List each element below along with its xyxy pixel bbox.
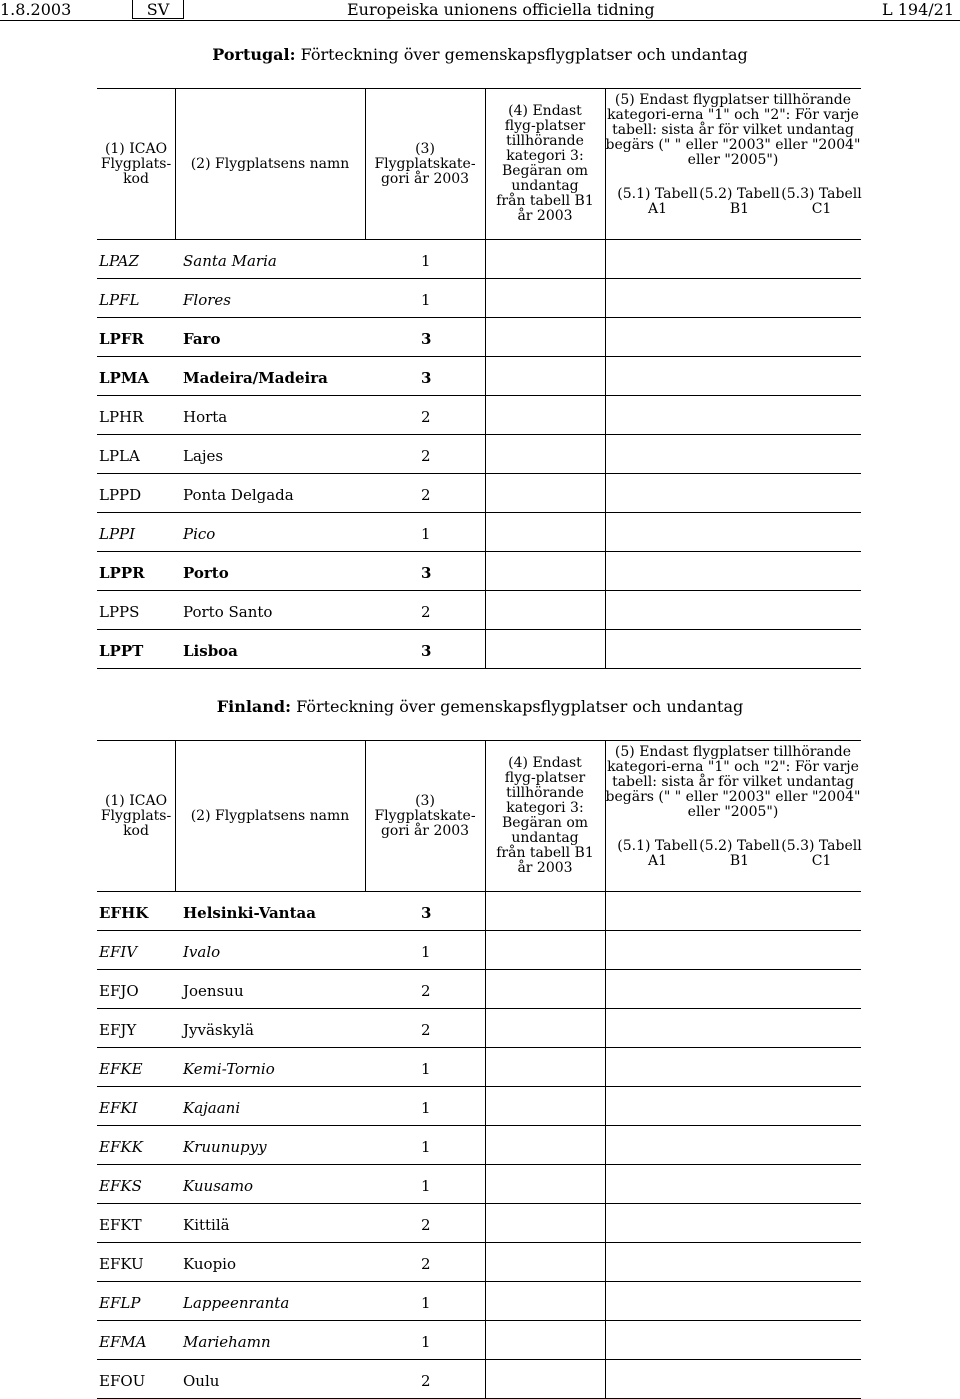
airport-name: Kemi-Tornio xyxy=(183,1060,275,1078)
airport-category: 1 xyxy=(421,1333,431,1351)
airport-category: 3 xyxy=(421,564,432,582)
table-header xyxy=(97,740,861,892)
icao-code: LPPR xyxy=(99,564,145,582)
portugal-table xyxy=(97,88,861,669)
column-divider xyxy=(605,357,606,395)
column-divider xyxy=(605,1087,606,1125)
column-divider xyxy=(605,630,606,668)
airport-category: 2 xyxy=(421,1216,431,1234)
column-divider xyxy=(485,357,486,395)
column-divider xyxy=(605,435,606,473)
table-row xyxy=(97,318,861,357)
icao-code: LPFL xyxy=(99,291,140,309)
airport-category: 2 xyxy=(421,486,431,504)
portugal-title-country: Portugal: xyxy=(212,45,296,64)
icao-code: EFKU xyxy=(99,1255,144,1273)
header-col5-1: (5.1) Tabell A1 xyxy=(617,838,698,869)
icao-code: LPHR xyxy=(99,408,144,426)
airport-category: 1 xyxy=(421,525,431,543)
icao-code: EFLP xyxy=(99,1294,141,1312)
column-divider xyxy=(485,970,486,1008)
airport-category: 1 xyxy=(421,1138,431,1156)
header-col1: (1) ICAO Flygplats-kod xyxy=(100,792,172,839)
airport-name: Horta xyxy=(183,408,228,426)
table-row xyxy=(97,1243,861,1282)
column-divider xyxy=(485,931,486,969)
table-row xyxy=(97,1087,861,1126)
column-divider xyxy=(485,513,486,551)
icao-code: LPPI xyxy=(99,525,136,543)
icao-code: EFJO xyxy=(99,982,139,1000)
airport-name: Lappeenranta xyxy=(183,1294,290,1312)
table-row xyxy=(97,513,861,552)
airport-name: Faro xyxy=(183,330,221,348)
header-col5-3: (5.3) Tabell C1 xyxy=(781,838,862,869)
header-col4: (4) Endast flyg-platser tillhörande kategori 3: Begäran om undantag från tabell B1 år 2003 xyxy=(496,103,594,224)
airport-category: 2 xyxy=(421,408,431,426)
airport-category: 3 xyxy=(421,642,432,660)
icao-code: EFJY xyxy=(99,1021,137,1039)
header-col3: (3) Flygplatskate-gori år 2003 xyxy=(374,140,476,187)
column-divider xyxy=(605,741,606,891)
page-number: L 194/21 xyxy=(882,0,954,19)
column-divider xyxy=(485,318,486,356)
column-divider xyxy=(485,396,486,434)
table-row xyxy=(97,552,861,591)
airport-name: Mariehamn xyxy=(183,1333,271,1351)
header-col1: (1) ICAO Flygplats-kod xyxy=(100,140,172,187)
airport-name: Kuusamo xyxy=(183,1177,254,1195)
column-divider xyxy=(485,474,486,512)
finland-table xyxy=(97,740,861,1399)
column-divider xyxy=(605,1165,606,1203)
airport-name: Ponta Delgada xyxy=(183,486,294,504)
icao-code: LPAZ xyxy=(99,252,139,270)
icao-code: LPMA xyxy=(99,369,150,387)
airport-name: Kruunupyy xyxy=(183,1138,267,1156)
finland-title-text: Förteckning över gemenskapsflygplatser och undantag xyxy=(296,697,744,716)
icao-code: EFOU xyxy=(99,1372,146,1390)
header-col5: (5) Endast flygplatser tillhörande kategori-erna "1" och "2": För varje tabell: sista år för vilket undantag begärs (" " eller "2003" eller "2004" eller "2005") xyxy=(605,744,861,820)
table-row xyxy=(97,970,861,1009)
airport-category: 1 xyxy=(421,1099,431,1117)
finland-title xyxy=(0,697,960,716)
header-col4: (4) Endast flyg-platser tillhörande kategori 3: Begäran om undantag från tabell B1 år 2003 xyxy=(496,755,594,876)
airport-name: Oulu xyxy=(183,1372,220,1390)
airport-category: 2 xyxy=(421,603,431,621)
column-divider xyxy=(365,89,366,239)
column-divider xyxy=(605,474,606,512)
column-divider xyxy=(605,1126,606,1164)
table-row xyxy=(97,357,861,396)
table-row xyxy=(97,931,861,970)
portugal-title xyxy=(0,45,960,64)
column-divider xyxy=(605,892,606,930)
icao-code: LPPT xyxy=(99,642,144,660)
icao-code: EFKI xyxy=(99,1099,138,1117)
column-divider xyxy=(485,279,486,317)
table-row xyxy=(97,396,861,435)
header-col2: (2) Flygplatsens namn xyxy=(190,807,350,824)
column-divider xyxy=(485,892,486,930)
icao-code: LPPS xyxy=(99,603,140,621)
column-divider xyxy=(175,741,176,891)
column-divider xyxy=(485,1360,486,1398)
column-divider xyxy=(605,240,606,278)
icao-code: EFKS xyxy=(99,1177,142,1195)
column-divider xyxy=(485,89,486,239)
column-divider xyxy=(485,630,486,668)
column-divider xyxy=(485,552,486,590)
table-row xyxy=(97,1165,861,1204)
column-divider xyxy=(605,1360,606,1398)
column-divider xyxy=(605,279,606,317)
portugal-title-text: Förteckning över gemenskapsflygplatser och undantag xyxy=(300,45,748,64)
column-divider xyxy=(485,1126,486,1164)
column-divider xyxy=(605,552,606,590)
airport-category: 2 xyxy=(421,1255,431,1273)
column-divider xyxy=(605,1282,606,1320)
issue-date: 1.8.2003 xyxy=(0,0,72,19)
table-header xyxy=(97,88,861,240)
column-divider xyxy=(605,1243,606,1281)
airport-category: 2 xyxy=(421,1372,431,1390)
table-row xyxy=(97,474,861,513)
header-col2: (2) Flygplatsens namn xyxy=(190,155,350,172)
airport-name: Flores xyxy=(183,291,231,309)
column-divider xyxy=(485,240,486,278)
header-col5-2: (5.2) Tabell B1 xyxy=(699,186,780,217)
column-divider xyxy=(605,396,606,434)
column-divider xyxy=(485,741,486,891)
airport-category: 1 xyxy=(421,291,431,309)
column-divider xyxy=(605,591,606,629)
airport-category: 1 xyxy=(421,1060,431,1078)
finland-title-country: Finland: xyxy=(216,697,291,716)
table-row xyxy=(97,1360,861,1399)
table-row xyxy=(97,1126,861,1165)
airport-category: 1 xyxy=(421,1294,431,1312)
column-divider xyxy=(485,435,486,473)
airport-category: 1 xyxy=(421,1177,431,1195)
column-divider xyxy=(605,1321,606,1359)
airport-category: 2 xyxy=(421,982,431,1000)
airport-name: Santa Maria xyxy=(183,252,277,270)
airport-name: Kajaani xyxy=(183,1099,241,1117)
airport-category: 1 xyxy=(421,252,431,270)
column-divider xyxy=(485,591,486,629)
column-divider xyxy=(175,89,176,239)
header-col5-1: (5.1) Tabell A1 xyxy=(617,186,698,217)
table-row xyxy=(97,435,861,474)
airport-category: 2 xyxy=(421,1021,431,1039)
airport-name: Pico xyxy=(183,525,216,543)
column-divider xyxy=(485,1048,486,1086)
language-badge: SV xyxy=(132,0,184,19)
airport-category: 3 xyxy=(421,369,432,387)
table-row xyxy=(97,892,861,931)
airport-category: 3 xyxy=(421,330,432,348)
column-divider xyxy=(605,1204,606,1242)
airport-category: 1 xyxy=(421,943,431,961)
airport-name: Kittilä xyxy=(183,1216,230,1234)
airport-name: Madeira/Madeira xyxy=(183,369,328,387)
airport-name: Ivalo xyxy=(183,943,221,961)
airport-name: Kuopio xyxy=(183,1255,236,1273)
airport-name: Lajes xyxy=(183,447,224,465)
column-divider xyxy=(605,513,606,551)
header-rule xyxy=(0,20,960,21)
column-divider xyxy=(485,1282,486,1320)
table-row xyxy=(97,1009,861,1048)
airport-name: Joensuu xyxy=(183,982,244,1000)
airport-category: 3 xyxy=(421,904,432,922)
icao-code: EFKK xyxy=(99,1138,143,1156)
table-row xyxy=(97,1048,861,1087)
column-divider xyxy=(365,741,366,891)
airport-name: Lisboa xyxy=(183,642,238,660)
table-row xyxy=(97,591,861,630)
table-row xyxy=(97,630,861,669)
journal-title: Europeiska unionens officiella tidning xyxy=(347,0,655,19)
column-divider xyxy=(485,1009,486,1047)
icao-code: EFKT xyxy=(99,1216,142,1234)
airport-name: Helsinki-Vantaa xyxy=(183,904,316,922)
column-divider xyxy=(605,318,606,356)
icao-code: EFKE xyxy=(99,1060,143,1078)
icao-code: EFIV xyxy=(99,943,138,961)
column-divider xyxy=(485,1165,486,1203)
column-divider xyxy=(605,1009,606,1047)
icao-code: LPFR xyxy=(99,330,144,348)
column-divider xyxy=(605,89,606,239)
icao-code: LPPD xyxy=(99,486,142,504)
icao-code: LPLA xyxy=(99,447,140,465)
table-row xyxy=(97,279,861,318)
airport-name: Porto Santo xyxy=(183,603,273,621)
table-row xyxy=(97,1204,861,1243)
icao-code: EFMA xyxy=(99,1333,147,1351)
running-head xyxy=(0,0,960,22)
column-divider xyxy=(485,1321,486,1359)
column-divider xyxy=(485,1243,486,1281)
airport-name: Jyväskylä xyxy=(183,1021,254,1039)
table-row xyxy=(97,1282,861,1321)
column-divider xyxy=(485,1204,486,1242)
column-divider xyxy=(605,931,606,969)
header-col5-2: (5.2) Tabell B1 xyxy=(699,838,780,869)
column-divider xyxy=(605,970,606,1008)
header-col3: (3) Flygplatskate-gori år 2003 xyxy=(374,792,476,839)
column-divider xyxy=(485,1087,486,1125)
airport-category: 2 xyxy=(421,447,431,465)
header-col5: (5) Endast flygplatser tillhörande kategori-erna "1" och "2": För varje tabell: sista år för vilket undantag begärs (" " eller "2003" eller "2004" eller "2005") xyxy=(605,92,861,168)
icao-code: EFHK xyxy=(99,904,149,922)
table-row xyxy=(97,240,861,279)
header-col5-3: (5.3) Tabell C1 xyxy=(781,186,862,217)
table-row xyxy=(97,1321,861,1360)
airport-name: Porto xyxy=(183,564,229,582)
column-divider xyxy=(605,1048,606,1086)
